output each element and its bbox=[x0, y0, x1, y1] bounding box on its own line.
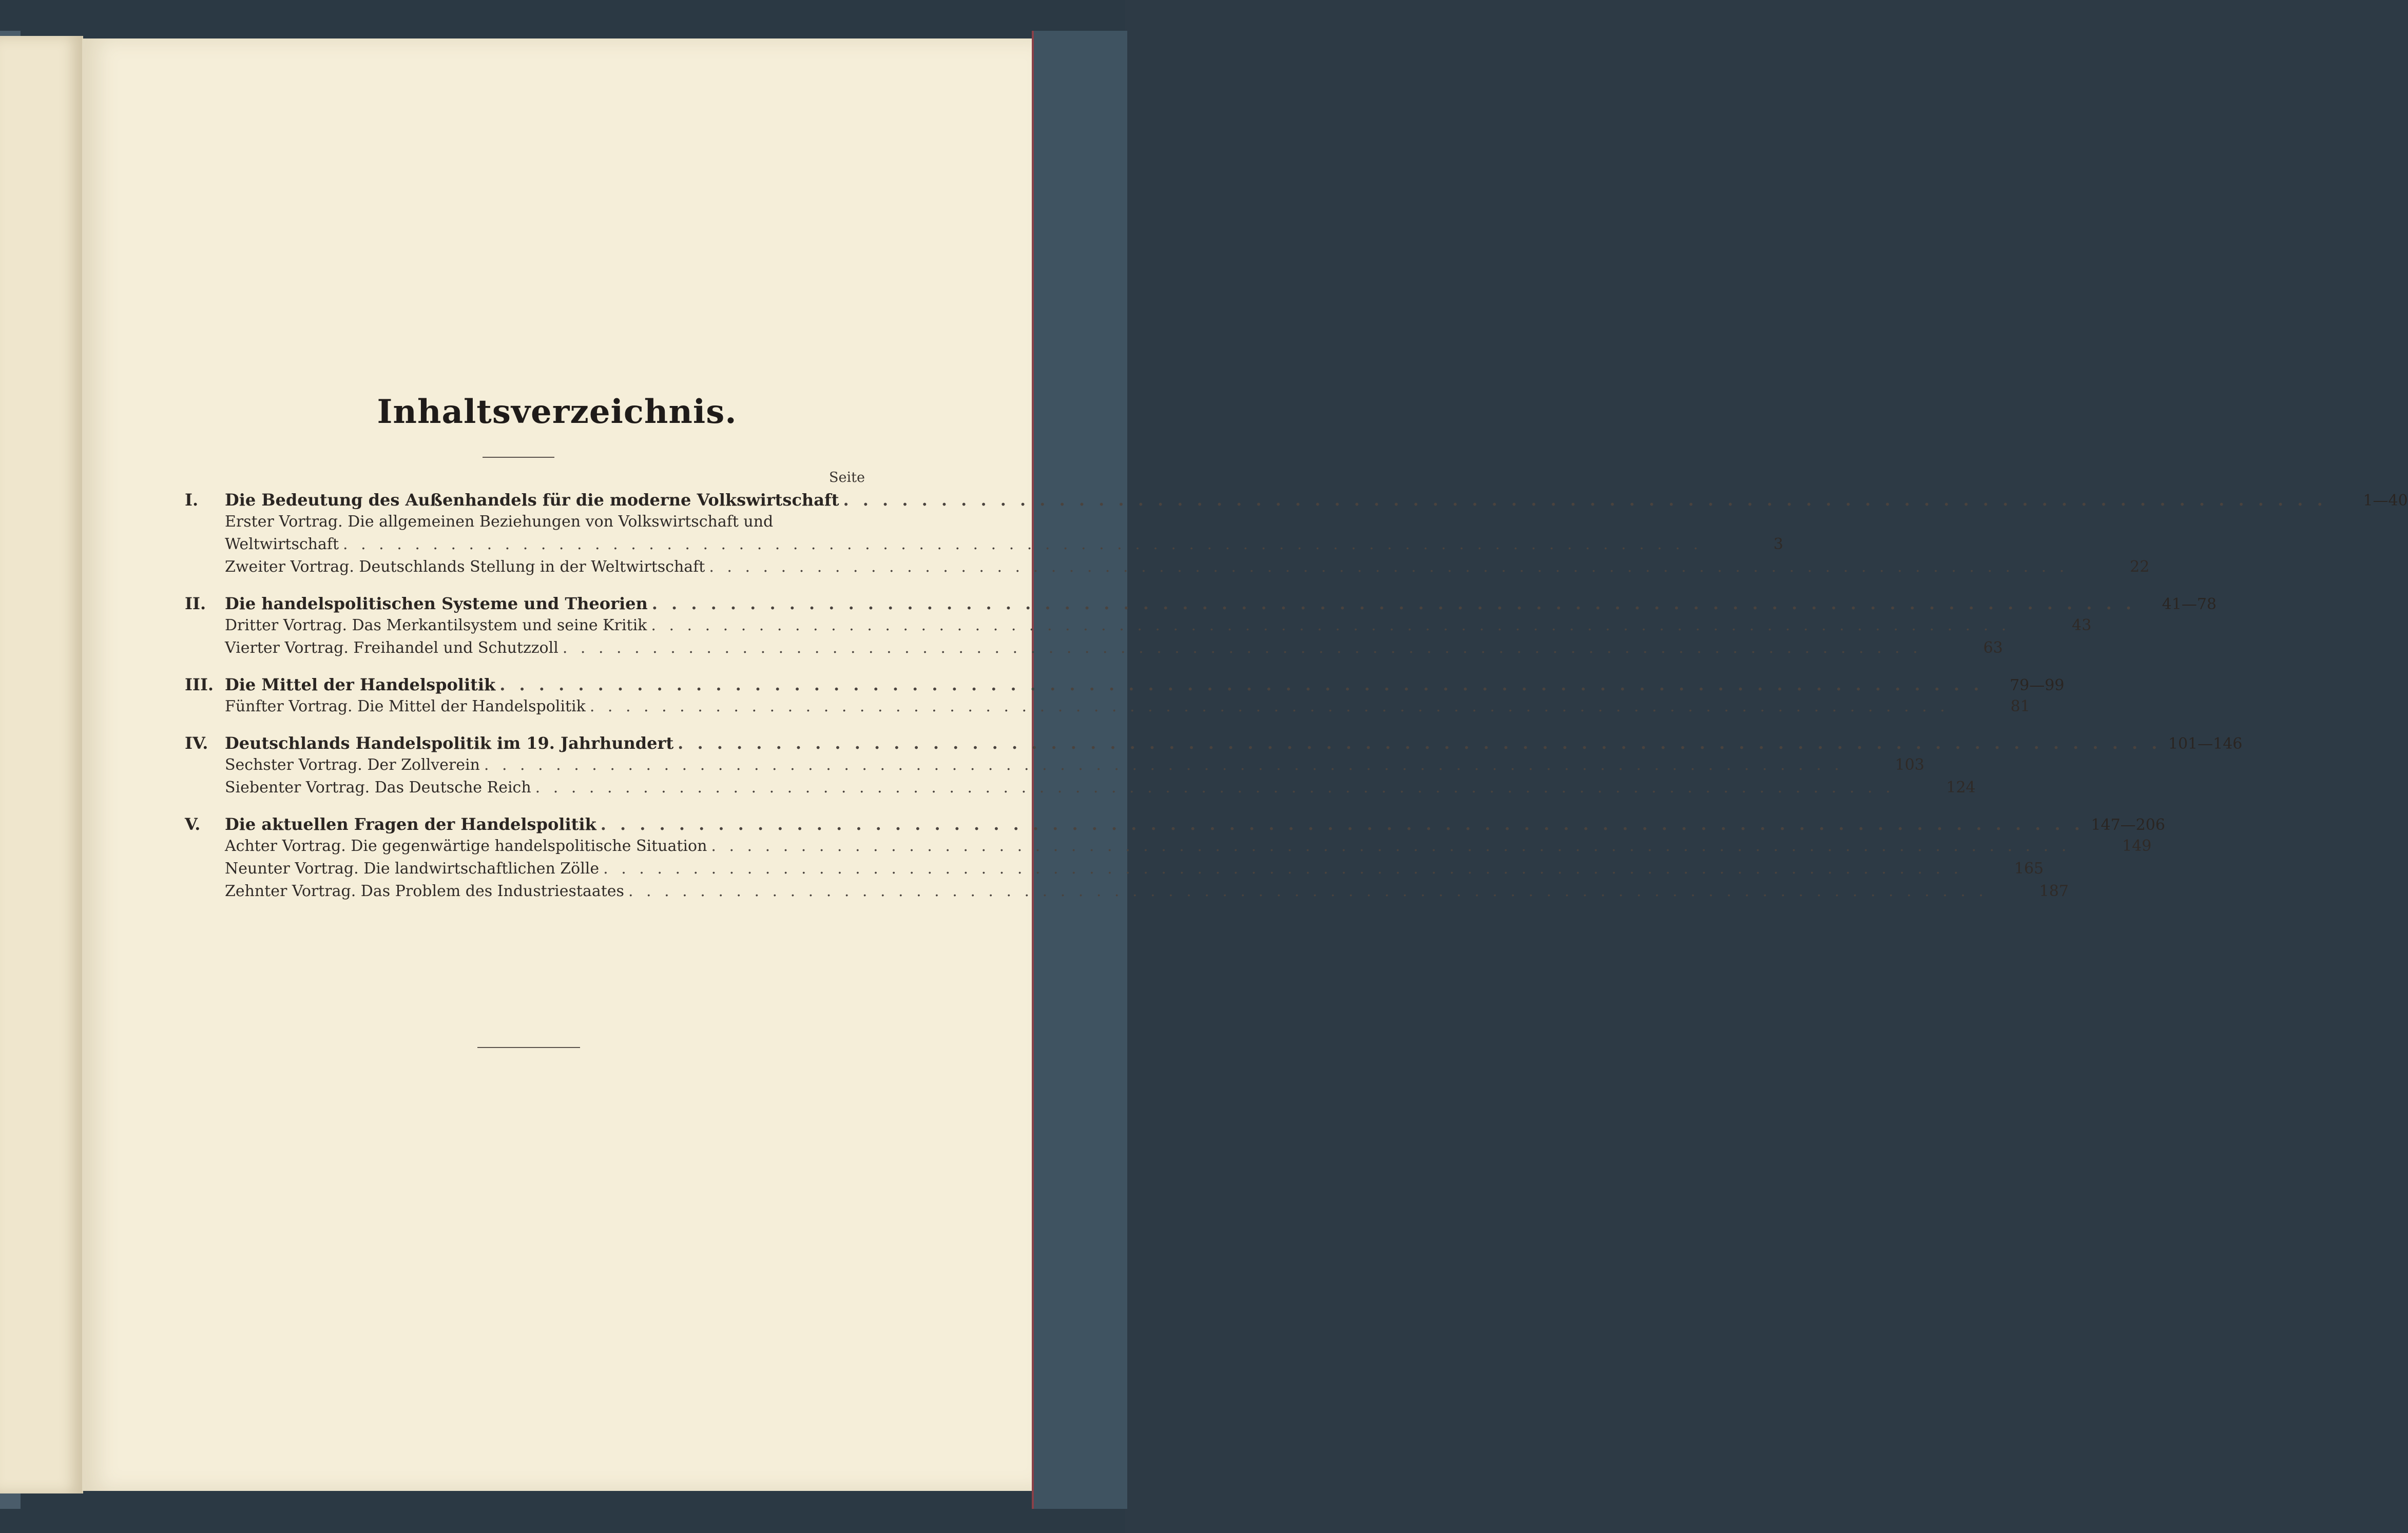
leader-dots bbox=[596, 814, 2088, 834]
chapter-number: III. bbox=[185, 675, 214, 694]
leader-dots bbox=[707, 837, 2074, 855]
page-number: 43 bbox=[2072, 616, 2092, 634]
lecture-title: Zweiter Vortrag. Deutschlands Stellung in der Weltwirtschaft bbox=[225, 558, 705, 576]
page-number: 41—78 bbox=[2162, 595, 2217, 613]
page-number: 101—146 bbox=[2168, 735, 2243, 753]
toc-lecture-row bbox=[185, 837, 2152, 860]
toc-lecture-row bbox=[185, 860, 2044, 882]
leader-dots bbox=[647, 616, 2014, 634]
page-number: 147—206 bbox=[2091, 816, 2165, 834]
leader-dots bbox=[531, 779, 1899, 797]
page-number: 3 bbox=[1773, 535, 1783, 553]
chapter-title: Die Bedeutung des Außenhandels für die moderne Volkswirtschaft bbox=[225, 490, 839, 510]
lecture-title: Zehnter Vortrag. Das Problem des Industriestaates bbox=[225, 882, 624, 900]
toc-lecture-row bbox=[185, 779, 1976, 801]
page-number: 124 bbox=[1946, 779, 1976, 797]
end-rule bbox=[477, 1047, 580, 1048]
toc-list bbox=[185, 490, 2408, 905]
page-column-header: Seite bbox=[829, 470, 865, 486]
lecture-title: Erster Vortrag. Die allgemeinen Beziehungen von Volkswirtschaft und bbox=[225, 513, 774, 531]
page-number: 1—40 bbox=[2363, 492, 2408, 510]
lecture-title: Vierter Vortrag. Freihandel und Schutzzoll bbox=[225, 639, 558, 657]
toc-lecture-row bbox=[185, 616, 2092, 639]
lecture-title: Neunter Vortrag. Die landwirtschaftlichen Zölle bbox=[225, 860, 600, 878]
page-number: 149 bbox=[2122, 837, 2152, 855]
chapter-title: Die Mittel der Handelspolitik bbox=[225, 675, 496, 694]
chapter-number: I. bbox=[185, 490, 199, 510]
lecture-title: Weltwirtschaft bbox=[225, 535, 339, 553]
toc-chapter-row bbox=[185, 594, 2217, 616]
title-rule bbox=[483, 457, 554, 458]
leader-dots bbox=[586, 697, 1953, 715]
leader-dots bbox=[495, 675, 1987, 694]
toc-lecture-row bbox=[185, 697, 2030, 720]
page-number: 187 bbox=[2039, 882, 2069, 900]
leader-dots bbox=[339, 535, 1706, 553]
leader-dots bbox=[839, 490, 2330, 510]
toc-lecture-row bbox=[185, 756, 1924, 779]
page-number: 63 bbox=[1983, 639, 2003, 657]
page-number: 22 bbox=[2130, 558, 2150, 576]
leader-dots bbox=[480, 756, 1847, 774]
chapter-number: V. bbox=[185, 814, 201, 834]
toc-lecture-row bbox=[185, 882, 2069, 905]
chapter-title: Deutschlands Handelspolitik im 19. Jahrhundert bbox=[225, 733, 674, 753]
page-number: 165 bbox=[2014, 860, 2044, 878]
left-page-edge bbox=[0, 36, 83, 1493]
toc-lecture-row bbox=[185, 558, 2150, 580]
page-number: 79—99 bbox=[2010, 676, 2065, 694]
toc-chapter-row bbox=[185, 490, 2408, 513]
chapter-number: IV. bbox=[185, 733, 208, 753]
page-number: 103 bbox=[1895, 756, 1924, 774]
leader-dots bbox=[624, 882, 1992, 900]
toc-chapter-row bbox=[185, 675, 2065, 697]
leader-dots bbox=[705, 558, 2072, 576]
leader-dots bbox=[648, 594, 2140, 613]
leader-dots bbox=[599, 860, 1967, 878]
leader-dots bbox=[558, 639, 1926, 657]
lecture-title: Fünfter Vortrag. Die Mittel der Handelspolitik bbox=[225, 697, 586, 715]
page-title: Inhaltsverzeichnis. bbox=[377, 393, 737, 431]
lecture-title: Dritter Vortrag. Das Merkantilsystem und seine Kritik bbox=[225, 616, 647, 634]
toc-chapter-row bbox=[185, 814, 2165, 837]
toc-chapter-row bbox=[185, 733, 2243, 756]
toc-lecture-row bbox=[185, 639, 2003, 662]
toc-lecture-row bbox=[185, 535, 1783, 558]
lecture-title: Sechster Vortrag. Der Zollverein bbox=[225, 756, 480, 774]
toc-lecture-row bbox=[185, 513, 865, 535]
leader-dots bbox=[673, 733, 2165, 753]
table-of-contents-page bbox=[82, 38, 2408, 1491]
page-number: 81 bbox=[2010, 697, 2030, 715]
lecture-title: Siebenter Vortrag. Das Deutsche Reich bbox=[225, 779, 531, 797]
lecture-title: Achter Vortrag. Die gegenwärtige handelspolitische Situation bbox=[225, 837, 707, 855]
chapter-title: Die handelspolitischen Systeme und Theorien bbox=[225, 594, 648, 613]
chapter-title: Die aktuellen Fragen der Handelspolitik bbox=[225, 814, 596, 834]
right-page bbox=[82, 38, 2408, 1491]
chapter-number: II. bbox=[185, 594, 206, 613]
